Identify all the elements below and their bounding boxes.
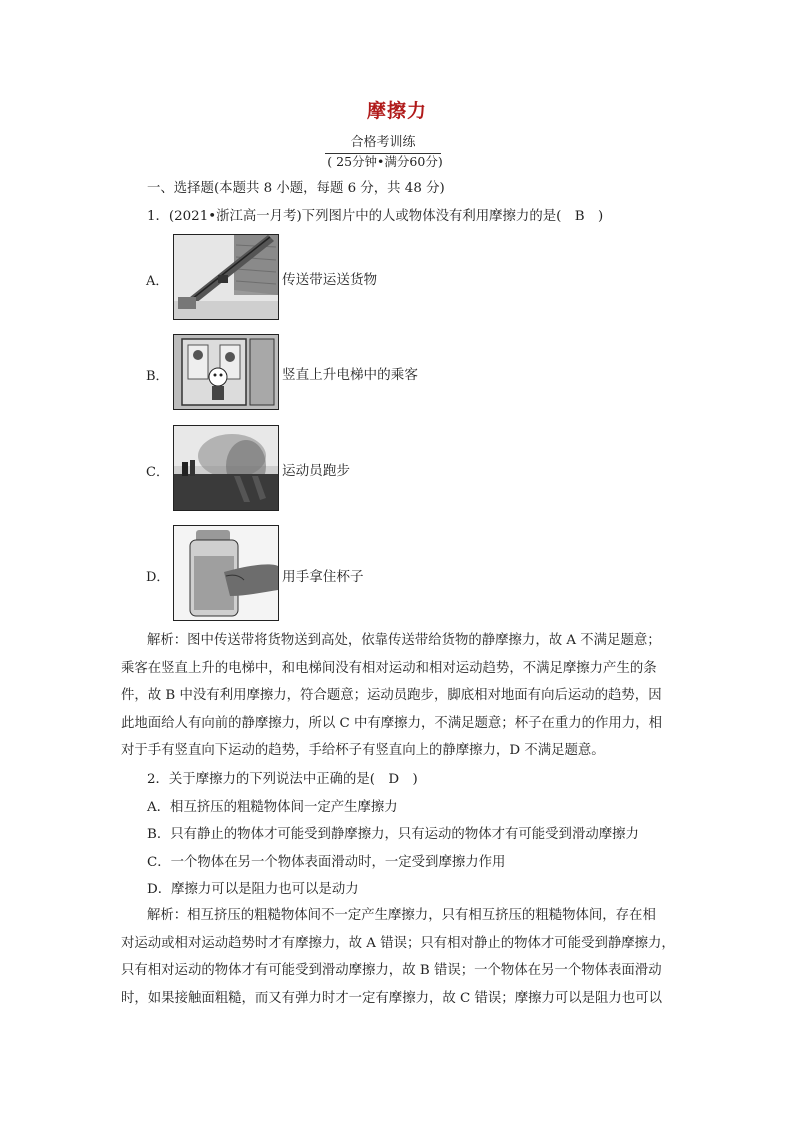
- time-score-note: ( 25分钟•满分60分): [327, 154, 443, 169]
- option-b-letter: B．: [146, 369, 169, 384]
- analysis-1-line: 乘客在竖直上升的电梯中，和电梯间没有相对运动和相对运动趋势，不满足摩擦力产生的条: [121, 660, 657, 676]
- analysis-2-line: 解析：相互挤压的粗糙物体间不一定产生摩擦力，只有相互挤压的粗糙物体间，存在相: [147, 908, 656, 923]
- option-c-caption: 运动员跑步: [282, 463, 350, 479]
- analysis-1-line: 件，故 B 中没有利用摩擦力，符合题意；运动员跑步，脚底相对地面有向后运动的趋势，因: [121, 688, 662, 703]
- question-1-stem: 1．(2021•浙江高一月考)下列图片中的人或物体没有利用摩擦力的是( B ): [147, 209, 604, 224]
- question-2-stem: 2．关于摩擦力的下列说法中正确的是( D ): [147, 772, 418, 787]
- section-heading: 一、选择题(本题共 8 小题，每题 6 分，共 48 分): [147, 181, 445, 196]
- option-d-letter: D．: [146, 570, 170, 585]
- question-2-option-d: D．摩擦力可以是阻力也可以是动力: [147, 882, 359, 897]
- analysis-1-line: 解析：图中传送带将货物送到高处，依靠传送带给货物的静摩擦力，故 A 不满足题意；: [147, 633, 661, 648]
- option-d-cup-image: [173, 525, 279, 621]
- question-2-option-c: C．一个物体在另一个物体表面滑动时，一定受到摩擦力作用: [147, 855, 506, 870]
- option-b-elevator-image: [173, 334, 279, 410]
- question-2-option-b: B．只有静止的物体才可能受到静摩擦力，只有运动的物体才有可能受到滑动摩擦力: [147, 827, 639, 842]
- analysis-2-line: 对运动或相对运动趋势时才有摩擦力，故 A 错误；只有相对静止的物体才可能受到静摩擦力，: [121, 935, 675, 951]
- analysis-2-line: 时，如果接触面粗糙，而又有弹力时才一定有摩擦力，故 C 错误；摩擦力可以是阻力也可以: [121, 990, 662, 1006]
- page-title: 摩擦力: [366, 100, 427, 122]
- option-c-runner-image: [173, 425, 279, 511]
- option-d-caption: 用手拿住杯子: [282, 569, 364, 585]
- option-a-letter: A．: [146, 274, 169, 289]
- option-a-caption: 传送带运送货物: [282, 272, 378, 288]
- question-2-analysis: [121, 902, 676, 1012]
- analysis-1-line: 对于手有竖直向下运动的趋势，手给杯子有竖直向上的静摩擦力，D 不满足题意。: [121, 743, 605, 758]
- practice-subtitle: 合格考训练: [325, 131, 441, 154]
- question-1-analysis: [121, 627, 676, 765]
- option-c-letter: C．: [146, 465, 169, 480]
- question-2-option-a: A．相互挤压的粗糙物体间一定产生摩擦力: [147, 800, 398, 815]
- option-b-caption: 竖直上升电梯中的乘客: [282, 367, 418, 383]
- analysis-2-line: 只有相对运动的物体才有可能受到滑动摩擦力，故 B 错误；一个物体在另一个物体表面滑动: [121, 963, 662, 978]
- option-a-conveyor-image: [173, 234, 279, 320]
- analysis-1-line: 此地面给人有向前的静摩擦力，所以 C 中有摩擦力，不满足题意；杯子在重力的作用力，相: [121, 715, 662, 731]
